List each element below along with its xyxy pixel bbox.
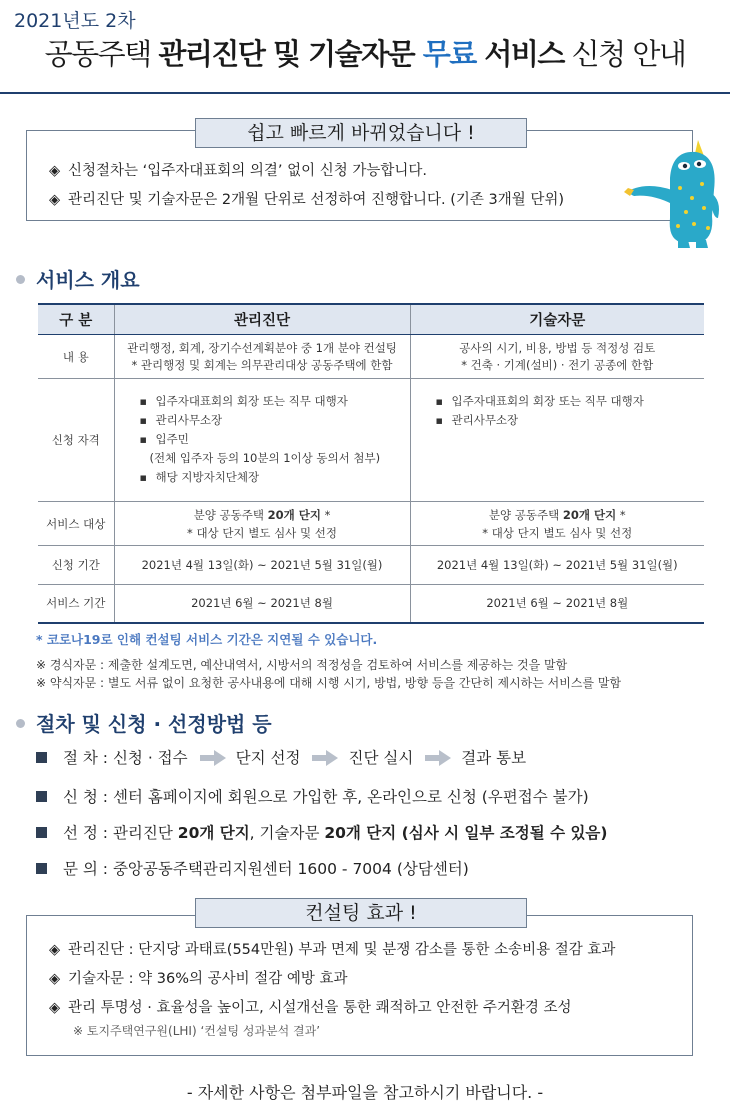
effect-box-tab: 컨설팅 효과 !	[195, 898, 527, 928]
table-row: 신청 자격 ▪ 입주자대표회의 회장 또는 직무 대행자 ▪ 관리사무소장 ▪ 입주민 (전체 입주자 등의 10분의 1이상 동의서 첨부) ▪ 해당 지방자치단체장 ▪ 입주자대표회의 회장 또는 직무 대행자 ▪ 관리사무소장	[38, 379, 704, 502]
column-header: 관리진단	[114, 304, 410, 335]
square-bullet-icon	[36, 752, 47, 763]
footer-note: - 자세한 사항은 첨부파일을 참고하시기 바랍니다. -	[186, 1083, 544, 1102]
free-highlight: 무료	[422, 37, 476, 71]
procedure-steps: 절 차 : 신청 · 접수 단지 선정 진단 실시 결과 통보	[36, 746, 526, 768]
diamond-bullet-icon: ◈	[49, 971, 61, 987]
square-bullet-icon	[36, 863, 47, 874]
effect-line: ◈ 기술자문 : 약 36%의 공사비 절감 예방 효과	[49, 971, 348, 987]
square-bullet-icon	[36, 827, 47, 838]
procedure-inquiry: 문 의 : 중앙공동주택관리지원센터 1600 - 7004 (상담센터)	[36, 857, 469, 879]
square-bullet-icon	[36, 791, 47, 802]
effect-line: ◈ 관리 투명성 · 효율성을 높이고, 시설개선을 통한 쾌적하고 안전한 주거환경 조성	[49, 1000, 572, 1016]
title-divider	[0, 92, 730, 94]
mascot-icon	[622, 138, 722, 250]
notice-line: ◈ 관리진단 및 기술자문은 2개월 단위로 선정하여 진행합니다. (기존 3개월 단위)	[49, 192, 565, 208]
diamond-bullet-icon: ◈	[49, 163, 61, 179]
table-row: 서비스 대상 분양 공동주택 20개 단지 * * 대상 단지 별도 심사 및 선정 분양 공동주택 20개 단지 * * 대상 단지 별도 심사 및 선정	[38, 502, 704, 546]
bullet-dot-icon	[16, 719, 25, 728]
covid-notice: * 코로나19로 인해 컨설팅 서비스 기간은 지연될 수 있습니다.	[36, 632, 378, 647]
column-header: 기술자문	[410, 304, 704, 335]
effect-line: ◈ 관리진단 : 단지당 과태료(554만원) 부과 면제 및 분쟁 감소를 통한 소송비용 절감 효과	[49, 942, 616, 958]
table-header-row	[38, 304, 704, 335]
notice-box-tab: 쉽고 빠르게 바뀌었습니다 !	[195, 118, 527, 148]
table-row: 서비스 기간 2021년 6월 ~ 2021년 8월 2021년 6월 ~ 2021년 8월	[38, 585, 704, 623]
table-row: 내 용 관리행정, 회계, 장기수선계획분야 중 1개 분야 컨설팅 * 관리행정 및 회계는 의무관리대상 공동주택에 한함 공사의 시기, 비용, 방법 등 적정성 검토 * 건축 · 기계(설비) · 전기 공종에 한함	[38, 335, 704, 379]
column-header: 구 분	[38, 304, 114, 335]
procedure-selection: 선 정 : 관리진단 20개 단지, 기술자문 20개 단지 (심사 시 일부 조정될 수 있음)	[36, 821, 608, 843]
notice-line: ◈ 신청절차는 ‘입주자대표회의 의결’ 없이 신청 가능합니다.	[49, 163, 428, 179]
effect-source: ※ 토지주택연구원(LHI) ‘컨설팅 성과분석 결과’	[73, 1024, 321, 1038]
page-title: 공동주택 관리진단 및 기술자문 무료 서비스 신청 안내	[44, 37, 686, 71]
footnote: ※ 약식자문 : 별도 서류 없이 요청한 공사내용에 대해 시행 시기, 방법, 방향 등을 간단히 제시하는 서비스를 말함	[36, 676, 622, 690]
diamond-bullet-icon: ◈	[49, 942, 61, 958]
year-label: 2021년도 2차	[14, 10, 136, 32]
section-heading-procedure: 절차 및 신청 · 선정방법 등	[16, 708, 272, 737]
procedure-apply: 신 청 : 센터 홈페이지에 회원으로 가입한 후, 온라인으로 신청 (우편접수 불가)	[36, 785, 589, 807]
arrow-right-icon	[425, 750, 451, 766]
arrow-right-icon	[200, 750, 226, 766]
table-row: 신청 기간 2021년 4월 13일(화) ~ 2021년 5월 31일(월) 2021년 4월 13일(화) ~ 2021년 5월 31일(월)	[38, 546, 704, 585]
service-table	[38, 303, 704, 624]
bullet-dot-icon	[16, 275, 25, 284]
section-heading-service: 서비스 개요	[16, 264, 140, 293]
diamond-bullet-icon: ◈	[49, 1000, 61, 1016]
arrow-right-icon	[312, 750, 338, 766]
footnote: ※ 경식자문 : 제출한 설계도면, 예산내역서, 시방서의 적정성을 검토하여 서비스를 제공하는 것을 말함	[36, 658, 568, 672]
diamond-bullet-icon: ◈	[49, 192, 61, 208]
effect-box	[26, 915, 693, 1056]
